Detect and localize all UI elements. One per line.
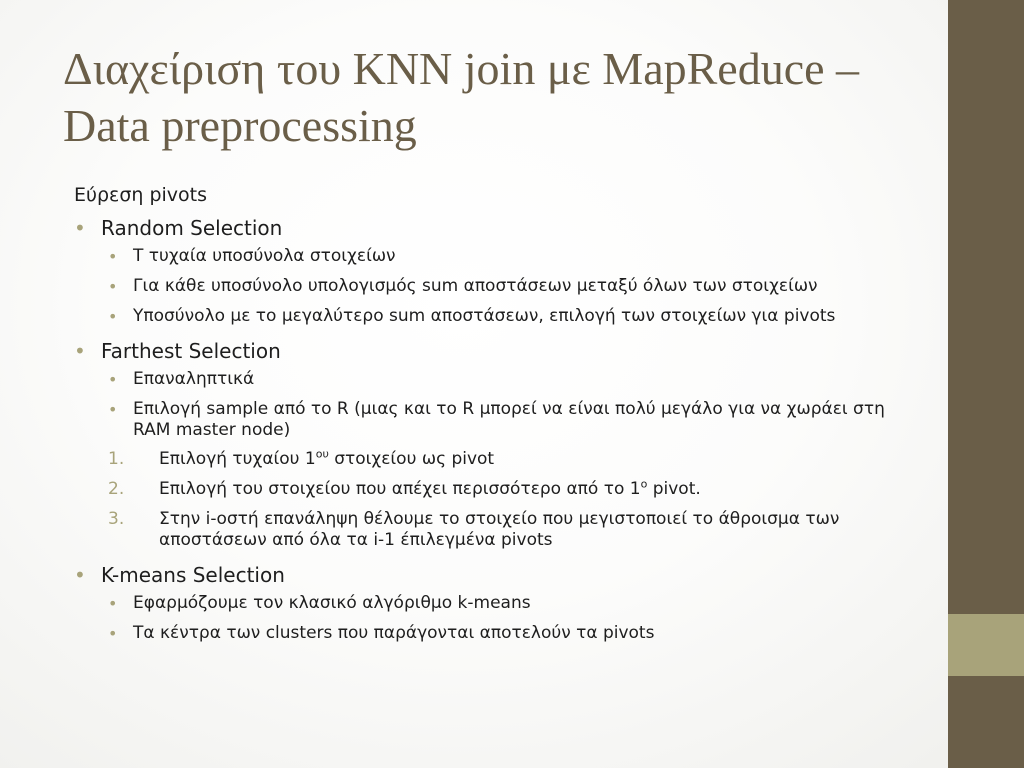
list-item xyxy=(107,276,904,297)
list-item-text: Τα κέντρα των clusters που παράγονται αποτελούν τα pivots xyxy=(133,623,655,643)
farthest-steps-list xyxy=(108,449,904,551)
bullet-icon: • xyxy=(108,594,118,613)
section-head-random xyxy=(74,213,904,243)
list-item xyxy=(107,369,904,390)
pivot-heading: Εύρεση pivots xyxy=(74,184,208,206)
slide-title-line-1: Διαχείριση του KNN join με MapReduce – xyxy=(63,43,860,94)
side-accent-block xyxy=(948,614,1024,676)
list-item xyxy=(107,623,904,644)
section-head-farthest xyxy=(74,336,904,366)
section-random-selection xyxy=(74,213,904,327)
step-text-before: Επιλογή του στοιχείου που απέχει περισσότερο από το 1 xyxy=(159,479,641,499)
bullet-icon: • xyxy=(74,339,86,363)
numbered-step xyxy=(108,509,904,551)
slide-title-line-2: Data preprocessing xyxy=(63,100,417,151)
step-superscript: ου xyxy=(315,447,329,461)
section-label-farthest: Farthest Selection xyxy=(101,339,281,363)
section-farthest-selection xyxy=(74,336,904,551)
bullet-icon: • xyxy=(74,563,86,587)
step-text-after: pivot. xyxy=(647,479,701,499)
section-head-kmeans xyxy=(74,560,904,590)
numbered-step xyxy=(108,449,904,470)
step-text-before: Επιλογή τυχαίου 1 xyxy=(159,449,316,469)
section-label-random: Random Selection xyxy=(101,216,283,240)
step-text: Στην i-οστή επανάληψη θέλουμε το στοιχείο που μεγιστοποιεί το άθροισμα των αποστάσεων από όλα τα i-1 έπιλεγμένα pivots xyxy=(159,509,840,550)
list-item-text: Υποσύνολο με το μεγαλύτερο sum αποστάσεων, επιλογή των στοιχείων για pivots xyxy=(133,306,836,326)
list-item xyxy=(107,399,904,441)
step-number: 2. xyxy=(108,479,125,499)
step-superscript: ο xyxy=(640,477,648,491)
section-kmeans-selection xyxy=(74,560,904,644)
step-number: 3. xyxy=(108,509,125,529)
list-item xyxy=(107,306,904,327)
list-item-text: Επιλογή sample από το R (μιας και το R μπορεί να είναι πολύ μεγάλο για να χωράει στη RAM master node) xyxy=(133,399,885,440)
list-item xyxy=(107,246,904,267)
random-sub-list xyxy=(107,246,904,327)
list-item-text: Τ τυχαία υποσύνολα στοιχείων xyxy=(133,246,396,266)
farthest-sub-list xyxy=(107,369,904,441)
bullet-icon: • xyxy=(108,307,118,326)
kmeans-sub-list xyxy=(107,593,904,644)
list-item-text: Επαναληπτικά xyxy=(133,369,255,389)
section-label-kmeans: K-means Selection xyxy=(101,563,285,587)
list-item-text: Εφαρμόζουμε τον κλασικό αλγόριθμο k-means xyxy=(133,593,531,613)
step-number: 1. xyxy=(108,449,125,469)
list-item-text: Για κάθε υποσύνολο υπολογισμός sum αποστάσεων μεταξύ όλων των στοιχείων xyxy=(133,276,818,296)
slide-body xyxy=(74,181,904,653)
bullet-icon: • xyxy=(108,277,118,296)
slide-title xyxy=(63,40,933,154)
numbered-step xyxy=(108,479,904,500)
bullet-icon: • xyxy=(108,370,118,389)
list-item xyxy=(107,593,904,614)
bullet-icon: • xyxy=(108,624,118,643)
step-text-after: στοιχείου ως pivot xyxy=(328,449,495,469)
bullet-icon: • xyxy=(74,216,86,240)
bullet-icon: • xyxy=(108,400,118,419)
bullet-icon: • xyxy=(108,247,118,266)
